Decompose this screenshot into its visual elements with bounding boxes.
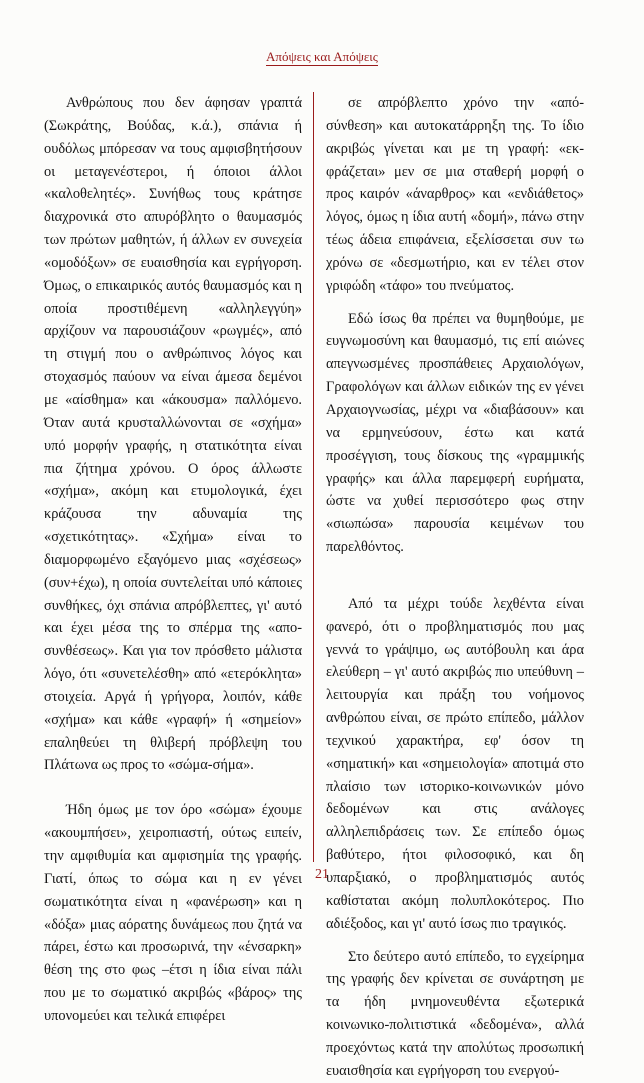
left-column — [44, 92, 302, 1028]
running-head-title: Απόψεις και Απόψεις — [266, 49, 378, 64]
paragraph: Εδώ ίσως θα πρέπει να θυμηθούμε, με ευγνωμοσύνη και θαυμασμό, τις επί αιώνες απεγνωσμένες προσπάθειες Αρχαιολόγων, Γραφολόγων και άλλων ειδικών της εν γένει Αρχαιογνωσίας, μέχρι να «διαβάσουν» και να ερμηνεύσουν, έστω και κατά προσέγγιση, τους δίσκους της «γραμμικής γραφής» και άλλα παρεμφερή ευρήματα, ώστε να χυθεί περισσότερο φως στην «σιωπώσα» παρουσία κειμένων του παρελθόντος. — [326, 310, 584, 556]
paragraph: Ανθρώπους που δεν άφησαν γραπτά (Σωκράτης, Βούδας, κ.ά.), σπάνια ή ουδόλως μπόρεσαν να τους αμφισβητήσουν οι μεταγενέστεροι, ή όποιοι άλλοι «καλοθελητές». Συνήθως τους κράτησε διαχρονικά στο απυρόβλητο ο θαυμασμός των πρώτων μαθητών, ή άλλων εν συνεχεία «ομοδόξων» σε ευαισθησία και εγρήγορση. Όμως, ο επικαιρικός αυτός θαυμασμός και η οποία προστιθέμενη «αλληλεγγύη» αρχίζουν να παρουσιάζουν «ρωγμές», από τη στιγμή που ο ανθρώπινος λόγος και στοχασμός παύουν να είναι άμεσα δεμένοι με «αίσθημα» και «άκουσμα» παλλόμενο. Όταν αυτά κρυσταλλώνονται σε «σχήμα» υπό μορφήν γραφής, η στατικότητα είναι πια ζήτημα χρόνου. Ο όρος άλλωστε «σχήμα», ακόμη και ετυμολογικά, έχει κράζουσα την αδυναμία της «σχετικότητας». «Σχήμα» είναι το διαμορφωμένο εξαγόμενο μιας «σχέσεως» (συν+έχω), η οποία συντελείται υπό κάποιες συνθήκες, όχι σπάνια απρόβλεπτες, γι' αυτό και έχει μέσα της το σπέρμα της «απο-συνθέσεως». Και για τον πρόσθετο μάλιστα λόγο, ότι «συνετελέσθη» από «ετερόκλητα» στοιχεία. Αργά ή γρήγορα, λοιπόν, κάθε «σχήμα» και κάθε «γραφή» ή «σημείον» επαληθεύει τη θλιβερή πρόβλεψη του Πλάτωνα ως προς το «σώμα-σήμα». — [44, 95, 302, 774]
page-number: 21 — [315, 867, 329, 882]
paragraph: σε απρόβλεπτο χρόνο την «από-σύνθεση» και αυτοκατάρρηξη της. Το ίδιο ακριβώς γίνεται και με τη γραφή: «εκ-φράζεται» μεν σε μια σταθερή μορφή ο προς καιρόν «άναρθρος» και «ενδιάθετος» λόγος, όμως η ίδια αυτή «δομή», πάνω στην τέως άδεια επιφάνεια, εξελίσσεται συν τω χρόνω σε «δεσμωτήριο, και εν τέλει στον γριφώδη «τάφο» του πνεύματος. — [326, 95, 584, 294]
right-column — [326, 92, 584, 1083]
paragraph: Στο δεύτερο αυτό επίπεδο, το εγχείρημα της γραφής δεν κρίνεται σε συνάρτηση με τα ήδη μνημονευθέντα εξωτερικά κοινωνικο-πολιτιστικά «δεδομένα», αλλά προεχόντως κατά την απολύτως προσωπική ευαισθησία και εγρήγορση του ενεργού- — [326, 948, 584, 1079]
paragraph: Από τα μέχρι τούδε λεχθέντα είναι φανερό, ότι ο προβληματισμός που μας γεννά το γράψιμο, ως αυτόβουλη και άρα ελεύθερη – γι' αυτό ακριβώς πιο υπεύθυνη – λειτουργία και πράξη του νοήμονος ανθρώπου είναι, σε πρώτο επίπεδο, μάλλον τεχνικού χαρακτήρα, εφ' όσον τη «σηματική» και «σημειολογία» αποτιμά στο πλαίσιο των ιστορικο-κοινωνικών μόνο δεδομένων και στις ανάλογες αλληλεπιδράσεις των. Σε επίπεδο όμως βαθύτερο, ήτοι φιλοσοφικό, και δη υπαρξιακό, ο προβληματισμός αυτός καθίσταται ακόμη πολυπλοκότερος. Πιο αδιέξοδος, και γι' αυτό ίσως πιο τραγικός. — [326, 595, 584, 932]
column-divider — [313, 92, 314, 862]
running-head — [0, 49, 644, 65]
paragraph: Ήδη όμως με τον όρο «σώμα» έχουμε «ακουμπήσει», χειροπιαστή, ούτως ειπείν, την αμφιθυμία και αμφισημία της γραφής. Γιατί, όπως το σώμα και η εν γένει σωματικότητα είναι η «φανέρωση» και η «δόξα» μιας αόρατης δυνάμεως που ζητά να πάρει, έστω και προσωρινά, την «ένσαρκη» θέση της στο φως –έτσι η ίδια είναι πάλι που με το σωματικό ακριβώς «βάρος» της υπονομεύει και τελικά επιφέρει — [44, 802, 302, 1024]
